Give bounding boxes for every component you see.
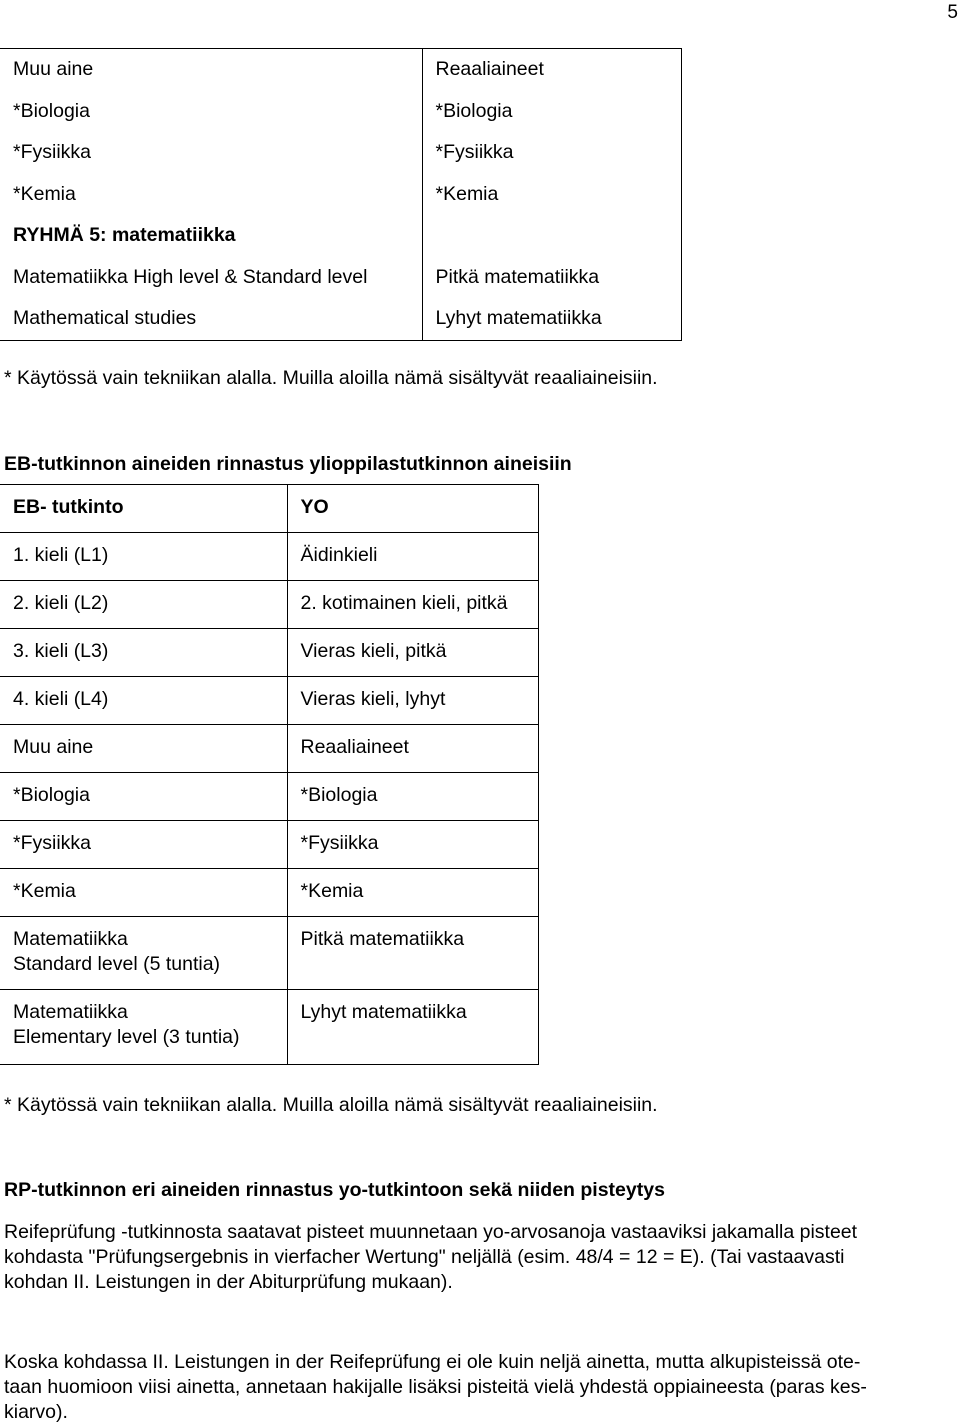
table-cell: *Fysiikka	[422, 132, 681, 174]
table-row	[0, 581, 538, 629]
eb-comparison-table	[0, 484, 539, 1065]
table-cell: *Fysiikka	[0, 821, 287, 869]
table-cell: Äidinkieli	[287, 533, 538, 581]
cell-line: Standard level (5 tuntia)	[13, 953, 221, 975]
table-row	[0, 725, 538, 773]
table-cell: *Kemia	[0, 869, 287, 917]
section-heading: RP-tutkinnon eri aineiden rinnastus yo-tutkintoon sekä niiden pisteytys	[4, 1179, 665, 1201]
table-cell: Vieras kieli, pitkä	[287, 629, 538, 677]
table-cell: *Biologia	[422, 91, 681, 133]
table-cell: *Fysiikka	[0, 132, 422, 174]
table-cell: Vieras kieli, lyhyt	[287, 677, 538, 725]
table-row	[0, 629, 538, 677]
table-row	[0, 821, 538, 869]
table-row	[0, 49, 681, 91]
paragraph-line: Reifeprüfung -tutkinnosta saatavat pisteet muunnetaan yo-arvosanoja vastaaviksi jakamalla pisteet	[4, 1221, 858, 1243]
cell-line: Matematiikka	[13, 1001, 128, 1023]
table-cell	[0, 990, 287, 1065]
table-row	[0, 773, 538, 821]
table-cell: *Biologia	[0, 91, 422, 133]
table-row	[0, 917, 538, 990]
column-header: EB- tutkinto	[0, 485, 287, 533]
paragraph-line: kohdasta "Prüfungsergebnis in vierfacher Wertung" neljällä (esim. 48/4 = 12 = E). (Tai vastaavasti	[4, 1246, 845, 1268]
paragraph-line: Koska kohdassa II. Leistungen in der Reifeprüfung ei ole kuin neljä ainetta, mutta alkupisteissä ote-	[4, 1351, 861, 1373]
table-row	[0, 298, 681, 340]
footnote: * Käytössä vain tekniikan alalla. Muilla aloilla nämä sisältyvät reaaliaineisiin.	[4, 1094, 658, 1116]
table-cell: *Fysiikka	[287, 821, 538, 869]
table-row	[0, 990, 538, 1065]
paragraph-line: taan huomioon viisi ainetta, annetaan hakijalle lisäksi pisteitä vielä yhdestä oppiaineesta (paras kes-	[4, 1376, 867, 1398]
paragraph	[4, 1220, 954, 1295]
column-header: YO	[287, 485, 538, 533]
table-cell: 4. kieli (L4)	[0, 677, 287, 725]
table-cell: *Kemia	[0, 174, 422, 216]
table-cell: *Kemia	[287, 869, 538, 917]
table-cell: Matematiikka High level & Standard level	[0, 257, 422, 299]
group-heading-cell: RYHMÄ 5: matematiikka	[0, 215, 422, 257]
table-cell: Pitkä matematiikka	[422, 257, 681, 299]
table-row	[0, 132, 681, 174]
table-cell: 1. kieli (L1)	[0, 533, 287, 581]
cell-line: Elementary level (3 tuntia)	[13, 1026, 240, 1048]
table-cell	[422, 215, 681, 257]
table-cell: *Kemia	[422, 174, 681, 216]
table-row	[0, 174, 681, 216]
paragraph	[4, 1350, 954, 1425]
table-cell: Muu aine	[0, 49, 422, 91]
table-cell: Lyhyt matematiikka	[287, 990, 538, 1065]
footnote: * Käytössä vain tekniikan alalla. Muilla aloilla nämä sisältyvät reaaliaineisiin.	[4, 367, 658, 389]
table-row	[0, 533, 538, 581]
table-cell	[0, 917, 287, 990]
table-row	[0, 215, 681, 257]
table-row	[0, 869, 538, 917]
table-row	[0, 91, 681, 133]
table-cell: 3. kieli (L3)	[0, 629, 287, 677]
paragraph-line: kohdan II. Leistungen in der Abiturprüfung mukaan).	[4, 1271, 453, 1293]
table-cell: Reaaliaineet	[287, 725, 538, 773]
table-cell: Pitkä matematiikka	[287, 917, 538, 990]
paragraph-line: kiarvo).	[4, 1401, 68, 1423]
cell-line: Matematiikka	[13, 928, 128, 950]
table-cell: 2. kotimainen kieli, pitkä	[287, 581, 538, 629]
table-cell: *Biologia	[287, 773, 538, 821]
table-cell: 2. kieli (L2)	[0, 581, 287, 629]
subject-comparison-table-1	[0, 48, 682, 341]
page-number: 5	[947, 2, 958, 23]
table-header-row	[0, 485, 538, 533]
table-cell: *Biologia	[0, 773, 287, 821]
table-row	[0, 257, 681, 299]
section-heading: EB-tutkinnon aineiden rinnastus ylioppilastutkinnon aineisiin	[4, 453, 572, 475]
table-cell: Mathematical studies	[0, 298, 422, 340]
table-cell: Muu aine	[0, 725, 287, 773]
table-row	[0, 677, 538, 725]
table-cell: Lyhyt matematiikka	[422, 298, 681, 340]
table-cell: Reaaliaineet	[422, 49, 681, 91]
